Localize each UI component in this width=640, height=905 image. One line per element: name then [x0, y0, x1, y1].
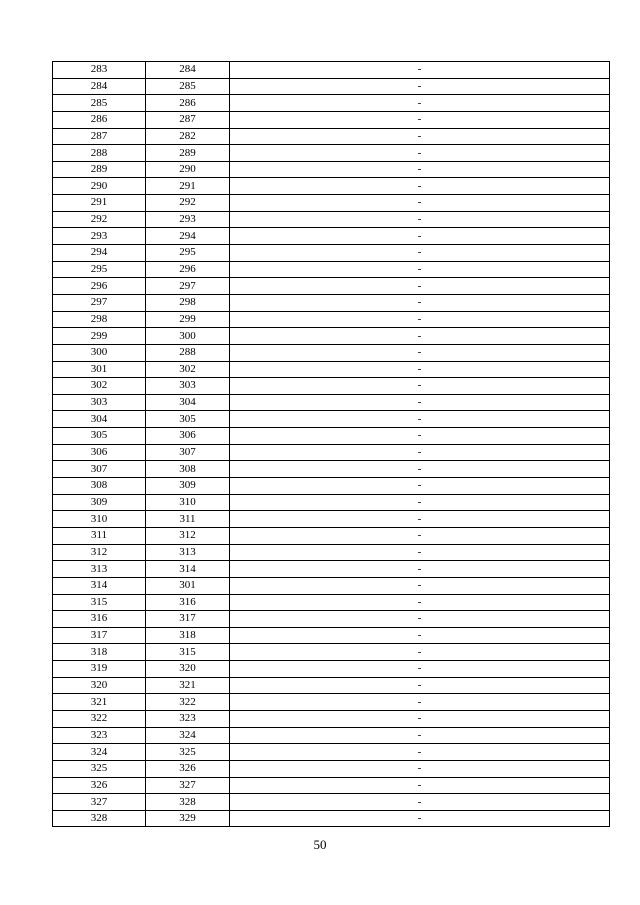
table-row — [53, 511, 610, 528]
table-cell-col-2: 314 — [146, 561, 230, 578]
table-cell-col-1: 285 — [53, 95, 146, 112]
table-cell-col-1: 298 — [53, 311, 146, 328]
table-cell-col-1: 326 — [53, 777, 146, 794]
table-row — [53, 544, 610, 561]
table-cell-col-2: 307 — [146, 444, 230, 461]
table-cell-col-3: - — [230, 178, 610, 195]
table-cell-col-2: 292 — [146, 195, 230, 212]
table-row — [53, 594, 610, 611]
table-cell-col-3: - — [230, 444, 610, 461]
table-cell-col-1: 288 — [53, 145, 146, 162]
table-cell-col-1: 310 — [53, 511, 146, 528]
table-row — [53, 627, 610, 644]
table-cell-col-1: 324 — [53, 744, 146, 761]
table-cell-col-2: 289 — [146, 145, 230, 162]
table-cell-col-3: - — [230, 428, 610, 445]
table-cell-col-2: 326 — [146, 760, 230, 777]
table-cell-col-3: - — [230, 527, 610, 544]
table-row — [53, 461, 610, 478]
table-cell-col-3: - — [230, 561, 610, 578]
table-cell-col-1: 297 — [53, 294, 146, 311]
table-cell-col-1: 318 — [53, 644, 146, 661]
table-cell-col-1: 315 — [53, 594, 146, 611]
table-cell-col-3: - — [230, 328, 610, 345]
table-cell-col-1: 284 — [53, 78, 146, 95]
table-cell-col-3: - — [230, 344, 610, 361]
table-cell-col-1: 320 — [53, 677, 146, 694]
table-cell-col-3: - — [230, 777, 610, 794]
table-cell-col-2: 290 — [146, 161, 230, 178]
table-row — [53, 428, 610, 445]
table-cell-col-2: 302 — [146, 361, 230, 378]
table-cell-col-2: 316 — [146, 594, 230, 611]
table-row — [53, 694, 610, 711]
table-cell-col-1: 303 — [53, 394, 146, 411]
table-cell-col-3: - — [230, 794, 610, 811]
table-row — [53, 677, 610, 694]
table-row — [53, 744, 610, 761]
table-cell-col-1: 295 — [53, 261, 146, 278]
table-row — [53, 344, 610, 361]
table-cell-col-1: 302 — [53, 378, 146, 395]
table-cell-col-1: 311 — [53, 527, 146, 544]
table-row — [53, 211, 610, 228]
table-cell-col-1: 322 — [53, 710, 146, 727]
table-cell-col-1: 304 — [53, 411, 146, 428]
table-cell-col-1: 286 — [53, 111, 146, 128]
table-row — [53, 278, 610, 295]
table-cell-col-1: 313 — [53, 561, 146, 578]
table-cell-col-3: - — [230, 644, 610, 661]
table-cell-col-1: 327 — [53, 794, 146, 811]
table-cell-col-3: - — [230, 627, 610, 644]
table-cell-col-2: 320 — [146, 661, 230, 678]
table-row — [53, 760, 610, 777]
table-cell-col-2: 329 — [146, 810, 230, 827]
table-row — [53, 361, 610, 378]
table-row — [53, 195, 610, 212]
table-row — [53, 411, 610, 428]
table-cell-col-1: 321 — [53, 694, 146, 711]
table-cell-col-3: - — [230, 544, 610, 561]
table-cell-col-1: 325 — [53, 760, 146, 777]
table-cell-col-2: 324 — [146, 727, 230, 744]
table-cell-col-2: 309 — [146, 478, 230, 495]
table-cell-col-2: 282 — [146, 128, 230, 145]
table-cell-col-3: - — [230, 744, 610, 761]
data-table — [52, 61, 610, 827]
table-cell-col-1: 319 — [53, 661, 146, 678]
table-row — [53, 378, 610, 395]
table-cell-col-2: 310 — [146, 494, 230, 511]
table-cell-col-3: - — [230, 195, 610, 212]
table-cell-col-2: 312 — [146, 527, 230, 544]
table-cell-col-3: - — [230, 411, 610, 428]
table-row — [53, 644, 610, 661]
table-cell-col-1: 300 — [53, 344, 146, 361]
table-row — [53, 710, 610, 727]
table-row — [53, 178, 610, 195]
table-cell-col-3: - — [230, 810, 610, 827]
table-cell-col-2: 313 — [146, 544, 230, 561]
table-cell-col-1: 294 — [53, 245, 146, 262]
table-cell-col-1: 317 — [53, 627, 146, 644]
table-row — [53, 810, 610, 827]
table-cell-col-3: - — [230, 710, 610, 727]
table-cell-col-1: 314 — [53, 577, 146, 594]
table-cell-col-3: - — [230, 128, 610, 145]
table-row — [53, 777, 610, 794]
table-cell-col-3: - — [230, 378, 610, 395]
table-row — [53, 111, 610, 128]
table-cell-col-3: - — [230, 161, 610, 178]
table-cell-col-1: 292 — [53, 211, 146, 228]
table-cell-col-2: 287 — [146, 111, 230, 128]
table-cell-col-2: 325 — [146, 744, 230, 761]
table-row — [53, 95, 610, 112]
table-row — [53, 727, 610, 744]
table-cell-col-1: 301 — [53, 361, 146, 378]
table-cell-col-2: 285 — [146, 78, 230, 95]
table-cell-col-2: 299 — [146, 311, 230, 328]
table-cell-col-2: 304 — [146, 394, 230, 411]
table-row — [53, 611, 610, 628]
table-cell-col-3: - — [230, 261, 610, 278]
table-cell-col-2: 298 — [146, 294, 230, 311]
table-row — [53, 294, 610, 311]
table-row — [53, 561, 610, 578]
table-row — [53, 62, 610, 79]
table-cell-col-2: 305 — [146, 411, 230, 428]
table-row — [53, 444, 610, 461]
table-cell-col-2: 318 — [146, 627, 230, 644]
table-cell-col-1: 287 — [53, 128, 146, 145]
table-cell-col-2: 308 — [146, 461, 230, 478]
table-row — [53, 661, 610, 678]
table-cell-col-3: - — [230, 294, 610, 311]
table-row — [53, 228, 610, 245]
table-cell-col-3: - — [230, 361, 610, 378]
table-cell-col-1: 293 — [53, 228, 146, 245]
table-cell-col-1: 296 — [53, 278, 146, 295]
table-row — [53, 245, 610, 262]
table-cell-col-3: - — [230, 461, 610, 478]
table-cell-col-3: - — [230, 594, 610, 611]
table-cell-col-3: - — [230, 78, 610, 95]
table-cell-col-3: - — [230, 145, 610, 162]
table-cell-col-2: 294 — [146, 228, 230, 245]
table-cell-col-1: 291 — [53, 195, 146, 212]
table-cell-col-3: - — [230, 394, 610, 411]
table-cell-col-3: - — [230, 661, 610, 678]
table-cell-col-2: 323 — [146, 710, 230, 727]
table-cell-col-1: 316 — [53, 611, 146, 628]
table-cell-col-2: 296 — [146, 261, 230, 278]
table-cell-col-2: 327 — [146, 777, 230, 794]
table-cell-col-2: 293 — [146, 211, 230, 228]
table-cell-col-3: - — [230, 511, 610, 528]
table-cell-col-2: 288 — [146, 344, 230, 361]
table-cell-col-3: - — [230, 62, 610, 79]
table-cell-col-2: 315 — [146, 644, 230, 661]
table-cell-col-2: 306 — [146, 428, 230, 445]
table-cell-col-2: 301 — [146, 577, 230, 594]
table-row — [53, 161, 610, 178]
table-row — [53, 478, 610, 495]
table-cell-col-1: 308 — [53, 478, 146, 495]
table-row — [53, 494, 610, 511]
table-cell-col-3: - — [230, 245, 610, 262]
table-row — [53, 261, 610, 278]
table-row — [53, 527, 610, 544]
table-cell-col-2: 297 — [146, 278, 230, 295]
table-row — [53, 794, 610, 811]
table-cell-col-3: - — [230, 228, 610, 245]
table-cell-col-2: 295 — [146, 245, 230, 262]
table-cell-col-1: 306 — [53, 444, 146, 461]
table-cell-col-3: - — [230, 494, 610, 511]
table-cell-col-2: 311 — [146, 511, 230, 528]
table-row — [53, 311, 610, 328]
table-row — [53, 128, 610, 145]
table-cell-col-3: - — [230, 95, 610, 112]
table-cell-col-1: 299 — [53, 328, 146, 345]
table-cell-col-3: - — [230, 577, 610, 594]
table-cell-col-2: 317 — [146, 611, 230, 628]
table-cell-col-2: 321 — [146, 677, 230, 694]
table-cell-col-2: 291 — [146, 178, 230, 195]
table-row — [53, 328, 610, 345]
table-cell-col-3: - — [230, 311, 610, 328]
table-cell-col-1: 312 — [53, 544, 146, 561]
table-cell-col-1: 323 — [53, 727, 146, 744]
table-cell-col-1: 307 — [53, 461, 146, 478]
table-cell-col-2: 286 — [146, 95, 230, 112]
table-cell-col-3: - — [230, 111, 610, 128]
table-body — [53, 62, 610, 827]
table-cell-col-1: 305 — [53, 428, 146, 445]
table-cell-col-3: - — [230, 278, 610, 295]
table-cell-col-1: 289 — [53, 161, 146, 178]
table-cell-col-3: - — [230, 727, 610, 744]
table-row — [53, 78, 610, 95]
table-cell-col-2: 322 — [146, 694, 230, 711]
table-row — [53, 577, 610, 594]
table-row — [53, 394, 610, 411]
table-cell-col-3: - — [230, 694, 610, 711]
table-cell-col-1: 328 — [53, 810, 146, 827]
table-cell-col-3: - — [230, 760, 610, 777]
table-cell-col-2: 300 — [146, 328, 230, 345]
table-cell-col-1: 283 — [53, 62, 146, 79]
table-cell-col-3: - — [230, 677, 610, 694]
table-cell-col-1: 309 — [53, 494, 146, 511]
table-cell-col-1: 290 — [53, 178, 146, 195]
table-row — [53, 145, 610, 162]
table-cell-col-2: 284 — [146, 62, 230, 79]
table-cell-col-3: - — [230, 611, 610, 628]
table-cell-col-3: - — [230, 478, 610, 495]
table-cell-col-2: 328 — [146, 794, 230, 811]
page-number: 50 — [313, 837, 327, 852]
table-cell-col-3: - — [230, 211, 610, 228]
table-cell-col-2: 303 — [146, 378, 230, 395]
